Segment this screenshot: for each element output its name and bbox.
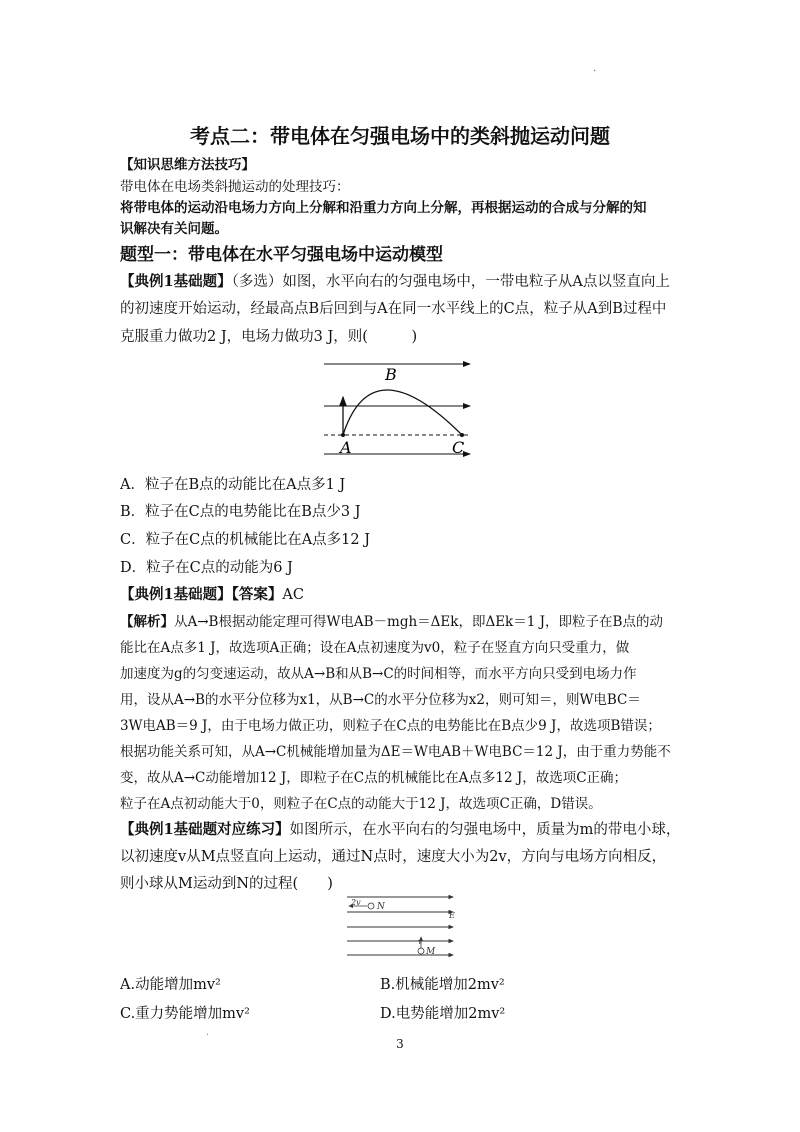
example1-option-b: B．粒子在C点的电势能比在B点少3 J <box>120 504 361 520</box>
analysis-line: 能比在A点多1 J，故选项A正确；设在A点初速度为v0，粒子在竖直方向只受重力，做 <box>120 640 630 656</box>
example1-tag: 【典例1基础题】 <box>120 273 232 290</box>
example1-option-c: C．粒子在C点的机械能比在A点多12 J <box>120 532 371 548</box>
type-heading: 题型一：带电体在水平匀强电场中运动模型 <box>120 245 443 265</box>
example1-field-diagram <box>322 355 474 465</box>
example1-option-a: A．粒子在B点的动能比在A点多1 J <box>120 477 346 493</box>
scan-speck: · <box>206 1030 210 1041</box>
knowledge-line: 将带电体的运动沿电场力方向上分解和沿重力方向上分解，再根据运动的合成与分解的知 <box>120 200 647 216</box>
scan-speck: · <box>593 66 597 77</box>
practice-option-a: A.动能增加mv² <box>120 977 221 993</box>
point-A <box>341 433 345 437</box>
analysis-line: 粒子在A点初动能大于0，则粒子在C点的动能大于12 J，故选项C正确，D错误。 <box>120 796 602 812</box>
trajectory-curve <box>343 390 462 435</box>
practice-line3: 则小球从M运动到N的过程( ) <box>120 876 333 892</box>
analysis-line: 用，设从A→B的水平分位移为x1，从B→C的水平分位移为x2，则可知＝，则W电BC＝ <box>120 692 641 708</box>
example1-line3: 克服重力做功2 J，电场力做功3 J，则( ) <box>120 329 418 345</box>
analysis-text: 从A→B根据动能定理可得W电AB－mgh＝ΔEk，即ΔEk＝1 J，即粒子在B点的动 <box>174 614 663 630</box>
example1-line2: 的初速度开始运动，经最高点B后回到与A在同一水平线上的C点，粒子从A到B过程中 <box>120 301 667 317</box>
label-B: B <box>385 365 397 384</box>
practice-option-d: D.电势能增加2mv² <box>380 1006 506 1022</box>
knowledge-line: 带电体在电场类斜抛运动的处理技巧： <box>120 179 350 195</box>
practice-line1: 如图所示，在水平向右的匀强电场中，质量为m的带电小球， <box>289 822 681 838</box>
example1-question-line <box>120 270 695 291</box>
practice-tag: 【典例1基础题对应练习】 <box>120 821 290 838</box>
label-M: M <box>426 947 436 957</box>
page-title: 考点二：带电体在匀强电场中的类斜抛运动问题 <box>190 124 610 148</box>
analysis-line: 根据功能关系可知，从A→C机械能增加量为ΔE＝W电AB＋W电BC＝12 J，由于重力势能不 <box>120 744 671 760</box>
label-E: E <box>449 911 455 920</box>
practice-line2: 以初速度v从M点竖直向上运动，通过N点时，速度大小为2v，方向与电场方向相反， <box>120 849 667 865</box>
knowledge-line: 识解决有关问题。 <box>120 221 228 237</box>
label-N: N <box>377 902 385 912</box>
analysis-line: 变，故从A→C动能增加12 J，即粒子在C点的机械能比在A点多12 J，故选项C正确； <box>120 770 628 786</box>
label-v: v <box>418 938 422 946</box>
analysis-tag: 【解析】 <box>120 614 174 630</box>
practice-field-diagram <box>345 893 457 961</box>
knowledge-heading: 【知识思维方法技巧】 <box>120 157 255 173</box>
example1-line1: （多选）如图，水平向右的匀强电场中，一带电粒子从A点以竖直向上 <box>231 274 670 290</box>
practice-option-c: C.重力势能增加mv² <box>120 1006 250 1022</box>
answer-tag: 【典例1基础题】【答案】 <box>120 586 283 603</box>
practice-option-b: B.机械能增加2mv² <box>380 977 505 993</box>
practice-question-line <box>120 818 695 839</box>
point-C <box>460 433 464 437</box>
page-number: 3 <box>396 1037 404 1051</box>
analysis-line <box>120 610 695 630</box>
label-C: C <box>452 438 465 457</box>
ball-M <box>418 948 424 954</box>
answer-value: AC <box>282 587 304 603</box>
example1-answer-line <box>120 583 695 604</box>
label-A: A <box>340 438 352 457</box>
analysis-line: 加速度为g的匀变速运动，故从A→B和从B→C的时间相等，而水平方向只受到电场力作 <box>120 666 637 682</box>
example1-option-d: D．粒子在C点的动能为6 J <box>120 560 293 576</box>
ball-N <box>368 903 374 909</box>
analysis-line: 3W电AB＝9 J，由于电场力做正功，则粒子在C点的电势能比在B点少9 J，故选项B错误； <box>120 718 661 734</box>
label-2v: 2v <box>351 898 361 907</box>
